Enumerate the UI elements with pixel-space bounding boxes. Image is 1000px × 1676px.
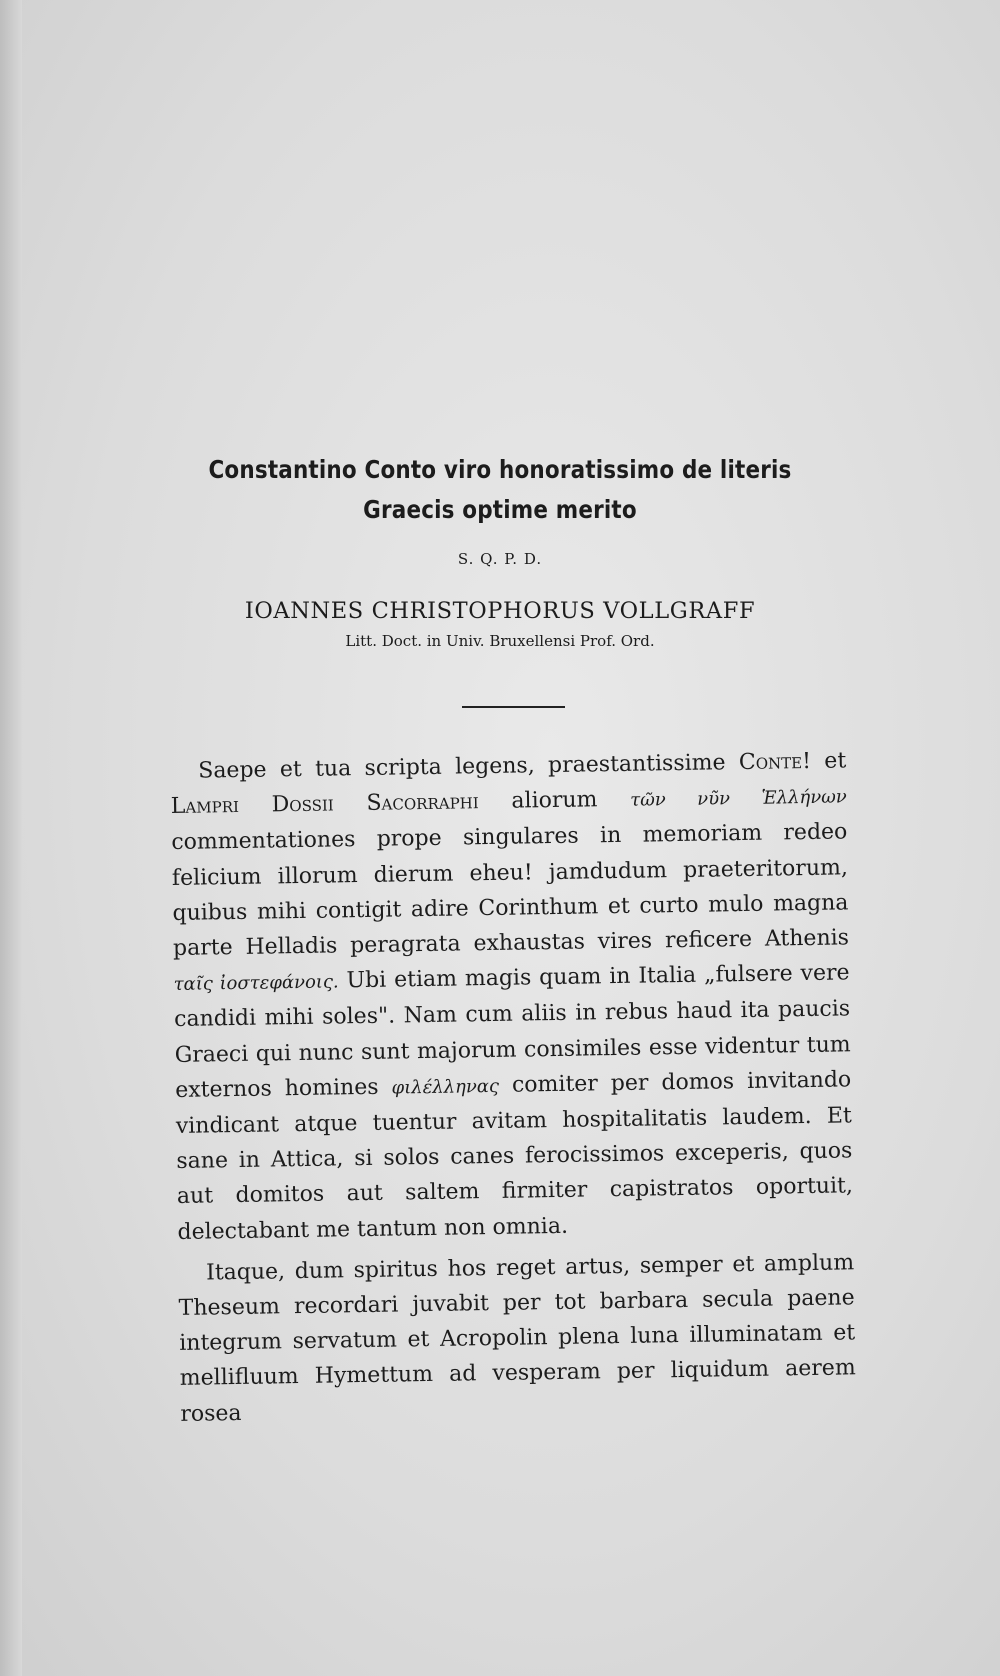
greek-phrase-1: τῶν νῦν Ἑλλήνων	[630, 786, 847, 811]
p1-text-4: commentationes prope singulares in memoriam redeo felicium illorum dierum eheu! jamdudum praeteritorum, quibus mihi contigit adire Corinthum et curto mulo magna parte Helladis peragrata exhaustas vires reficere Athenis	[171, 819, 850, 961]
paragraph-1	[170, 743, 854, 1249]
author-affiliation: Litt. Doct. in Univ. Bruxellensi Prof. Ord.	[345, 632, 655, 650]
p1-text-3: aliorum	[511, 787, 598, 814]
p1-text-2: ! et	[801, 748, 847, 775]
p1-text-6: comiter per domos invitando vindicant atque tuentur avitam hospitalitatis laudem. Et sane in Attica, si solos canes ferocissimos exceperis, quos aut domitos aut saltem firmiter capistratos oportuit, delectabant me tantum non omnia.	[175, 1067, 854, 1245]
name-conte: Conte	[738, 749, 803, 776]
author-name: IOANNES CHRISTOPHORUS VOLLGRAFF	[244, 598, 756, 624]
name-dossii: Dossii	[271, 791, 334, 818]
paragraph-2: Itaque, dum spiritus hos reget artus, semper et amplum Theseum recordari juvabit per tot barbara secula paene integrum servatum et Acropolin plena luna illuminatam et mellifluum Hymettum ad vesperam per liquidum aerem rosea	[178, 1250, 856, 1427]
name-sacorraphi: Sacorraphi	[366, 789, 479, 817]
name-lampri: Lampri	[170, 793, 240, 820]
p1-text-1: Saepe et tua scripta legens, praestantissime	[198, 750, 726, 784]
dedication-title-line-2: Graecis optime merito	[363, 495, 637, 524]
separator-rule	[462, 706, 565, 708]
dedication-title-line-1: Constantino Conto viro honoratissimo de literis	[208, 455, 792, 484]
salutation: S. Q. P. D.	[457, 550, 543, 568]
body-text	[170, 743, 857, 1431]
p1-text-5: Ubi etiam magis quam in Italia „fulsere vere candidi mihi soles". Nam cum aliis in rebus haud ita paucis Graeci qui nunc sunt majorum consimiles esse videntur tum externos homines	[173, 960, 851, 1103]
page-edge-shadow	[0, 0, 22, 1676]
greek-phrase-3: φιλέλληνας	[391, 1075, 500, 1099]
greek-phrase-2: ταῖς ἰοστεφάνοις.	[173, 971, 339, 996]
